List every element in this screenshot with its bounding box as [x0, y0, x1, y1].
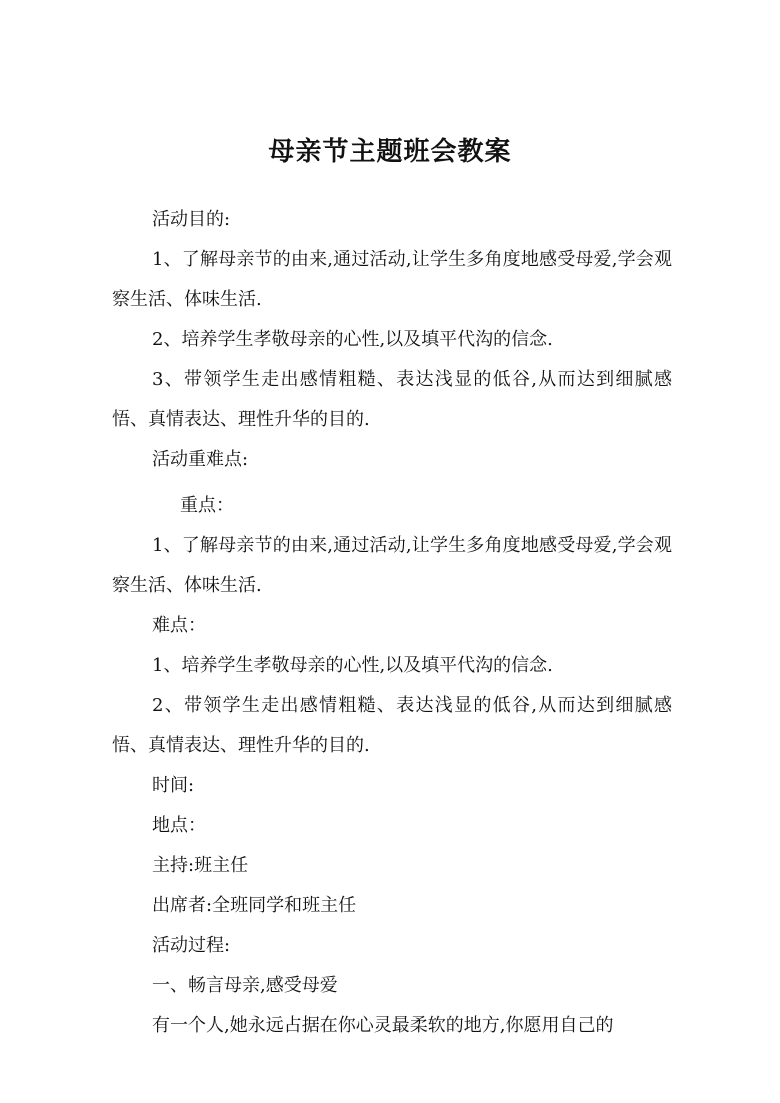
paragraph-goal-3: 3、带领学生走出感情粗糙、表达浅显的低谷,从而达到细腻感悟、真情表达、理性升华的目的.	[112, 369, 672, 430]
paragraph-section-1-heading: 一、畅言母亲,感受母爱	[152, 975, 338, 996]
paragraph-difficult-points-label: 难点：	[152, 615, 206, 636]
paragraph-difficult-point-2: 2、带领学生走出感情粗糙、表达浅显的低谷,从而达到细腻感悟、真情表达、理性升华的目的.	[112, 695, 672, 756]
paragraph-key-points-label: 重点：	[180, 495, 234, 516]
paragraph-goal-1: 1、了解母亲节的由来,通过活动,让学生多角度地感受母爱,学会观察生活、体味生活.	[112, 249, 672, 310]
paragraph-activity-goals-heading: 活动目的:	[152, 209, 231, 230]
document-body	[112, 200, 672, 1046]
paragraph-process-heading: 活动过程:	[152, 935, 231, 956]
paragraph-time: 时间:	[152, 775, 195, 796]
paragraph-difficult-point-1: 1、培养学生孝敬母亲的心性,以及填平代沟的信念.	[152, 655, 553, 676]
document-title: 母亲节主题班会教案	[268, 137, 512, 167]
paragraph-attendees: 出席者:全班同学和班主任	[152, 895, 357, 916]
paragraph-key-difficult-points-heading: 活动重难点:	[152, 449, 249, 470]
paragraph-goal-2: 2、培养学生孝敬母亲的心性,以及填平代沟的信念.	[152, 329, 553, 350]
paragraph-key-point-1: 1、了解母亲节的由来,通过活动,让学生多角度地感受母爱,学会观察生活、体味生活.	[112, 535, 672, 596]
paragraph-host: 主持:班主任	[152, 855, 249, 876]
paragraph-location: 地点：	[152, 815, 206, 836]
paragraph-section-1-text: 有一个人,她永远占据在你心灵最柔软的地方,你愿用自己的	[152, 1015, 614, 1036]
